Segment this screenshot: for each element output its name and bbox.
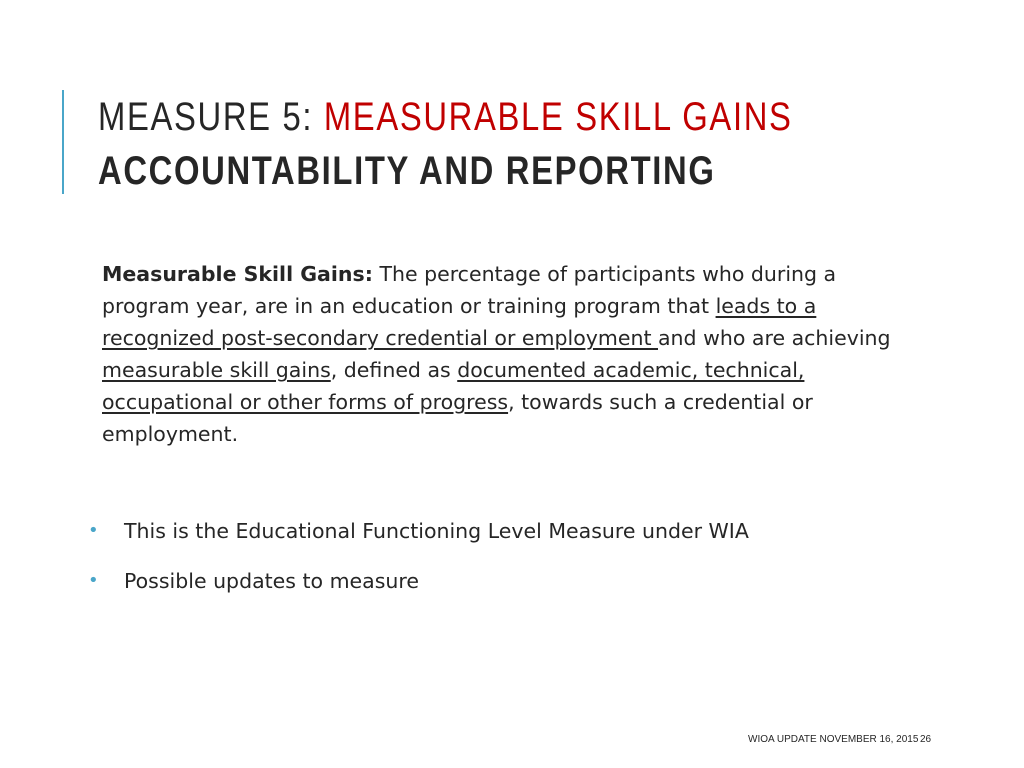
title-prefix: MEASURE 5:	[98, 95, 324, 139]
bullet-item	[88, 514, 948, 548]
definition-text-2: and who are achieving	[658, 326, 891, 350]
definition-text-1: The percentage of participants who during a program year, are in an education or training program that	[102, 262, 837, 318]
definition-underlined-3: documented academic, technical, occupational or other forms of progress	[102, 358, 805, 414]
bullet-text: This is the Educational Functioning Level Measure under WIA	[124, 519, 749, 543]
title-line-1	[98, 90, 820, 144]
definition-term: Measurable Skill Gains:	[102, 262, 373, 286]
title-accent-bar	[62, 90, 64, 194]
definition-underlined-2: measurable skill gains	[102, 358, 331, 382]
definition-underlined-1: leads to a recognized post-secondary credential or employment	[102, 294, 817, 350]
bullet-list	[88, 514, 948, 614]
bullet-dot-icon: •	[88, 570, 99, 591]
title-line-2: ACCOUNTABILITY AND REPORTING	[98, 149, 716, 193]
definition-paragraph	[102, 258, 912, 450]
definition-text-4: , towards such a credential or employment.	[102, 390, 813, 446]
slide-footer: WIOA UPDATE NOVEMBER 16, 2015	[748, 734, 919, 745]
bullet-item	[88, 564, 948, 598]
slide-title	[98, 90, 978, 198]
definition-text-3: , defined as	[330, 358, 458, 382]
title-highlight: MEASURABLE SKILL GAINS	[323, 95, 793, 139]
bullet-dot-icon: •	[88, 520, 99, 541]
bullet-text: Possible updates to measure	[124, 569, 419, 593]
page-number: 26	[920, 734, 932, 745]
